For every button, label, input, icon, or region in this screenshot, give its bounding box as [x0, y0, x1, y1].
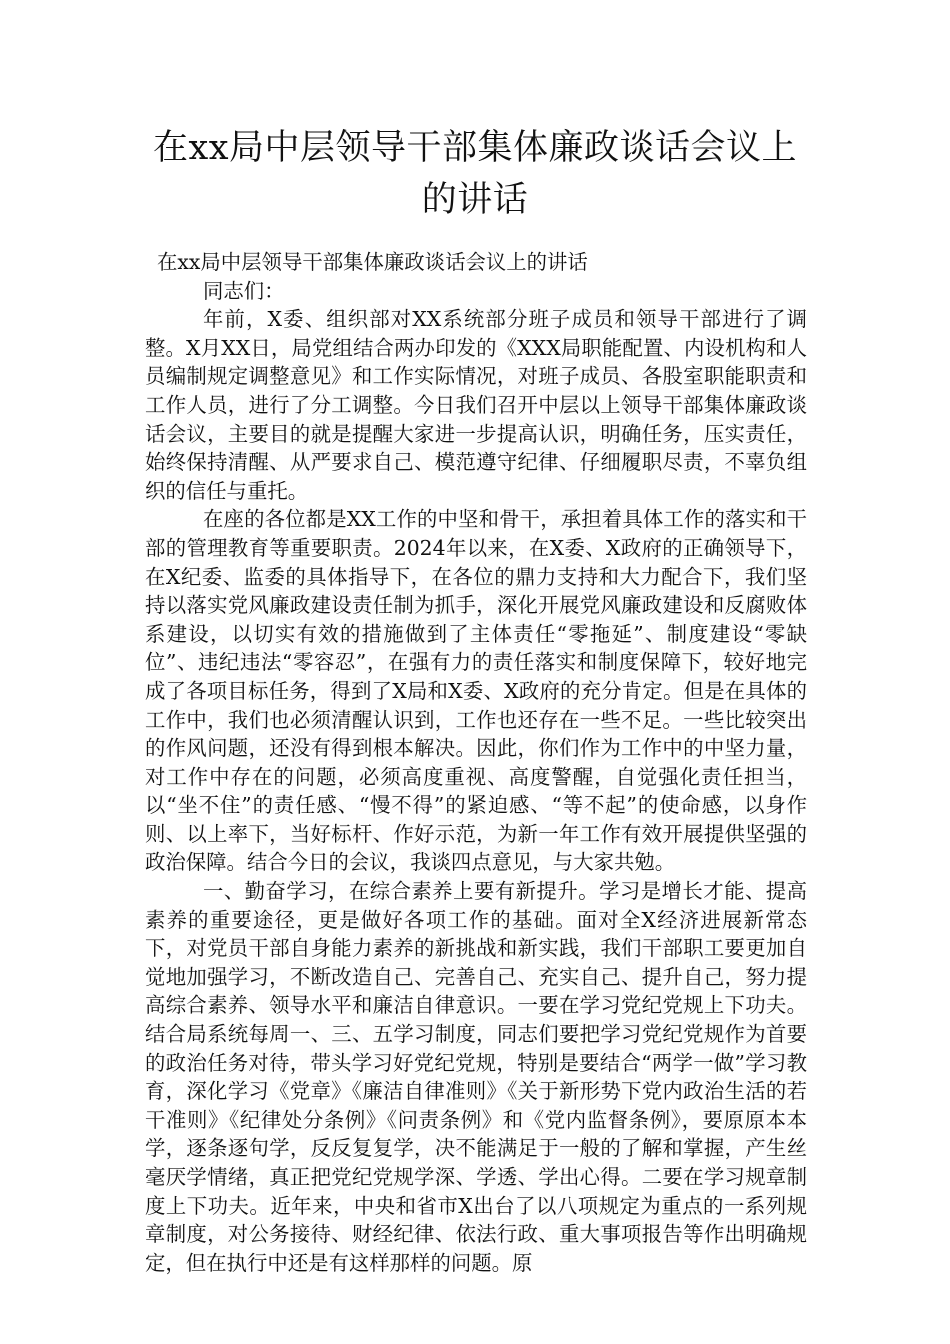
document-subtitle: 在xx局中层领导干部集体廉政谈话会议上的讲话 — [157, 250, 588, 274]
paragraph-3: 一、勤奋学习，在综合素养上要有新提升。学习是增长才能、提高素养的重要途径，更是做好各项工作的基础。面对全X经济进展新常态下，对党员干部自身能力素养的新挑战和新实践，我们干部职工要更加自觉地加强学习，不断改造自己、完善自己、充实自己、提升自己，努力提高综合素养、领导水平和廉洁自律意识。一要在学习党纪党规上下功夫。结合局系统每周一、三、五学习制度，同志们要把学习党纪党规作为首要的政治任务对待，带头学习好党纪党规，特别是要结合“两学一做”学习教育，深化学习《党章》《廉洁自律准则》《关于新形势下党内政治生活的若干准则》《纪律处分条例》《问责条例》和《党内监督条例》，要原原本本学，逐条逐句学，反反复复学，决不能满足于一般的了解和掌握，产生丝毫厌学情绪，真正把党纪党规学深、学透、学出心得。二要在学习规章制度上下功夫。近年来，中央和省市X出台了以八项规定为重点的一系列规章制度，对公务接待、财经纪律、依法行政、重大事项报告等作出明确规定，但在执行中还是有这样那样的问题。原 — [145, 879, 807, 1275]
title-line-2: 的讲话 — [421, 180, 529, 220]
document-title — [120, 122, 830, 226]
paragraph-2: 在座的各位都是XX工作的中坚和骨干，承担着具体工作的落实和干部的管理教育等重要职责。2024年以来，在X委、X政府的正确领导下，在X纪委、监委的具体指导下，在各位的鼎力支持和大力配合下，我们坚持以落实党风廉政建设责任制为抓手，深化开展党风廉政建设和反腐败体系建设，以切实有效的措施做到了主体责任“零拖延”、制度建设“零缺位”、违纪违法“零容忍”，在强有力的责任落实和制度保障下，较好地完成了各项目标任务，得到了X局和X委、X政府的充分肯定。但是在具体的工作中，我们也必须清醒认识到，工作也还存在一些不足。一些比较突出的作风问题，还没有得到根本解决。因此，你们作为工作中的中坚力量，对工作中存在的问题，必须高度重视、高度警醒，自觉强化责任担当，以“坐不住”的责任感、“慢不得”的紧迫感、“等不起”的使命感，以身作则、以上率下，当好标杆、作好示范，为新一年工作有效开展提供坚强的政治保障。结合今日的会议，我谈四点意见，与大家共勉。 — [145, 507, 807, 875]
paragraph-1: 年前，X委、组织部对XX系统部分班子成员和领导干部进行了调整。X月XX日，局党组结合两办印发的《XXX局职能配置、内设机构和人员编制规定调整意见》和工作实际情况，对班子成员、各股室职能职责和工作人员，进行了分工调整。今日我们召开中层以上领导干部集体廉政谈话会议，主要目的就是提醒大家进一步提高认识，明确任务，压实责任，始终保持清醒、从严要求自己、模范遵守纪律、仔细履职尽责，不辜负组织的信任与重托。 — [145, 307, 807, 503]
salutation: 同志们： — [203, 278, 285, 303]
document-body — [145, 248, 807, 1277]
title-line-1: 在xx局中层领导干部集体廉政谈话会议上 — [153, 128, 797, 168]
